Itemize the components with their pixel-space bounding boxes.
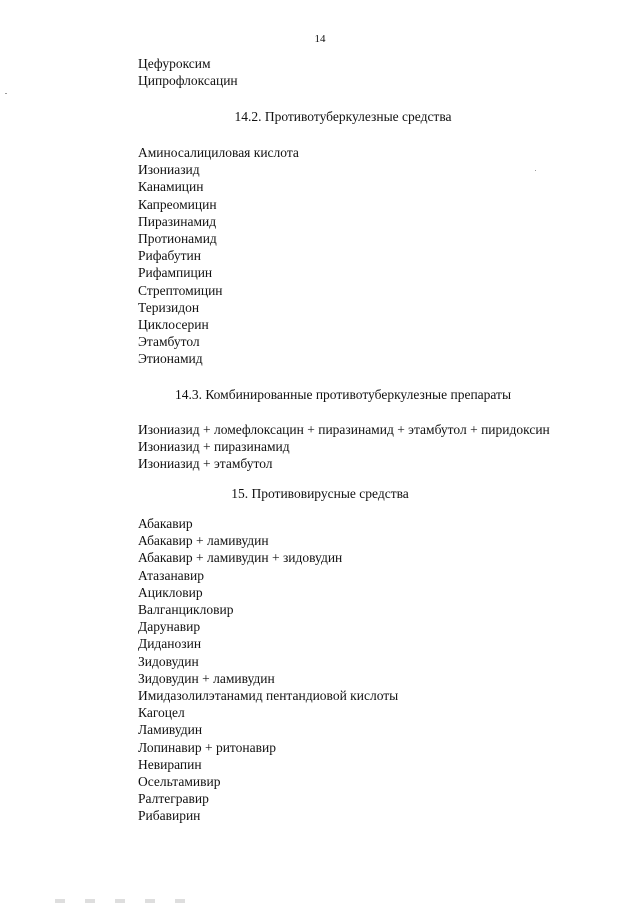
list-item: Аминосалициловая кислота	[138, 145, 299, 160]
list-item: Абакавир	[138, 516, 193, 531]
list-item: Ципрофлоксацин	[138, 73, 238, 89]
list-item: Осельтамивир	[138, 774, 221, 790]
list-item: Имидазолилэтанамид пентандиовой кислоты	[138, 688, 399, 704]
continuation-list	[138, 55, 238, 89]
list-item: Теризидон	[138, 299, 200, 315]
list-item: Невирапин	[138, 756, 202, 772]
list-item: Атазанавир	[138, 567, 205, 583]
tb-drugs-list	[138, 144, 299, 368]
list-item: Циклосерин	[138, 317, 209, 333]
section-heading-14-2: 14.2. Противотуберкулезные средства	[234, 109, 452, 124]
list-item: Валганцикловир	[138, 602, 234, 618]
list-item: Абакавир + ламивудин + зидовудин	[138, 550, 343, 566]
list-item: Ацикловир	[138, 584, 203, 600]
list-item: Ламивудин	[138, 722, 203, 738]
list-item: Рифампицин	[138, 265, 213, 281]
list-item: Зидовудин	[138, 653, 199, 669]
list-item: Капреомицин	[138, 196, 217, 212]
list-item: Протионамид	[138, 231, 217, 247]
list-item: Пиразинамид	[138, 213, 217, 229]
list-item: Зидовудин + ламивудин	[138, 670, 275, 686]
list-item: Изониазид + пиразинамид	[138, 439, 290, 455]
list-item: Диданозин	[138, 636, 202, 652]
list-item: Канамицин	[138, 179, 204, 195]
list-item: Этионамид	[138, 351, 203, 367]
section-heading-14-3: 14.3. Комбинированные противотуберкулезные препараты	[174, 387, 512, 402]
list-item: Рибавирин	[138, 808, 201, 824]
section-heading-15: 15. Противовирусные средства	[231, 486, 409, 501]
scan-artifact	[55, 899, 205, 903]
scan-artifact	[5, 93, 7, 94]
list-item: Абакавир + ламивудин	[138, 533, 269, 549]
combined-tb-list	[138, 421, 550, 473]
list-item: Изониазид + этамбутол	[138, 456, 273, 472]
list-item: Изониазид + ломефлоксацин + пиразинамид + этамбутол + пиридоксин	[138, 422, 550, 437]
antiviral-list	[138, 515, 398, 825]
list-item: Стрептомицин	[138, 282, 223, 298]
scan-artifact	[535, 170, 536, 171]
list-item: Этамбутол	[138, 334, 200, 350]
list-item: Ралтегравир	[138, 791, 209, 807]
list-item: Лопинавир + ритонавир	[138, 739, 276, 755]
list-item: Кагоцел	[138, 705, 185, 721]
list-item: Рифабутин	[138, 248, 201, 264]
list-item: Цефуроксим	[138, 56, 211, 71]
list-item: Изониазид	[138, 162, 200, 178]
list-item: Дарунавир	[138, 619, 201, 635]
page-number: 14	[314, 33, 326, 45]
